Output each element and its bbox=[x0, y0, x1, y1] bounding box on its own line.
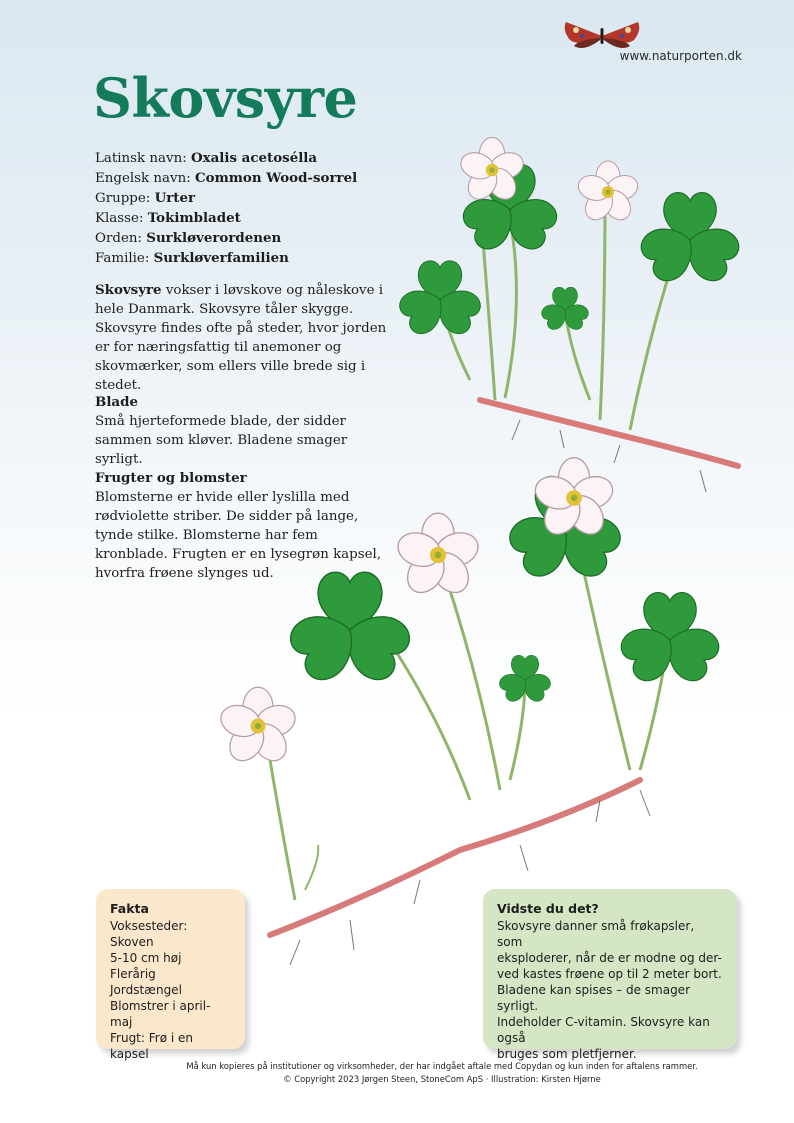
taxonomy-value: Oxalis acetosélla bbox=[190, 150, 318, 166]
taxonomy-value: Surkløverordenen bbox=[146, 229, 282, 246]
section-heading: Frugter og blomster bbox=[95, 470, 247, 486]
fakta-line: 5-10 cm høj bbox=[110, 951, 182, 965]
taxonomy-value: Surkløverfamilien bbox=[153, 249, 289, 266]
taxonomy-value: Urter bbox=[154, 189, 196, 206]
site-url: www.naturporten.dk bbox=[619, 49, 742, 63]
footer bbox=[0, 1060, 794, 1086]
fakta-box bbox=[96, 889, 245, 1061]
vidste-line: Bladene kan spises – de smager syrligt. bbox=[497, 983, 690, 1013]
fakta-line: Blomstrer i april-maj bbox=[110, 999, 211, 1029]
section-heading: Blade bbox=[95, 394, 138, 410]
taxonomy-value: Tokimbladet bbox=[147, 209, 241, 226]
fakta-line: Voksesteder: Skoven bbox=[110, 919, 188, 949]
fakta-line: Jordstængel bbox=[110, 983, 182, 997]
fakta-heading: Fakta bbox=[110, 901, 149, 916]
taxonomy-label: Familie: bbox=[95, 250, 154, 266]
section-text: Små hjerteformede blade, der sidder sammen som kløver. Bladene smager syrligt. bbox=[95, 414, 348, 467]
section-text: Blomsterne er hvide eller lyslilla med rødviolette striber. De sidder på lange, tynde stilke. Blomsterne har fem kronblade. Frugten er en lysegrøn kapsel, hvorfra frøene slynges ud. bbox=[95, 490, 382, 581]
vidste-line: Skovsyre danner små frøkapsler, som bbox=[497, 919, 695, 949]
footer-copyright: © Copyright 2023 Jørgen Steen, StoneCom ApS · Illustration: Kirsten Hjørne bbox=[283, 1074, 601, 1084]
vidste-line: eksploderer, når de er modne og der- bbox=[497, 951, 722, 965]
taxonomy-label: Orden: bbox=[95, 230, 147, 246]
taxonomy-label: Gruppe: bbox=[95, 190, 155, 206]
footer-copy-notice: Må kun kopieres på institutioner og virksomheder, der har indgået aftale med Copydan og kun inden for aftalens rammer. bbox=[186, 1061, 698, 1071]
taxonomy-label: Engelsk navn: bbox=[95, 170, 195, 186]
page-title: Skovsyre bbox=[93, 66, 358, 130]
taxonomy-value: Common Wood-sorrel bbox=[195, 169, 358, 186]
upper-plant bbox=[395, 137, 744, 492]
vidste-line: ved kastes frøene op til 2 meter bort. bbox=[497, 967, 722, 981]
taxonomy-label: Latinsk navn: bbox=[95, 151, 191, 166]
vidste-line: Indeholder C-vitamin. Skovsyre kan også bbox=[497, 1015, 710, 1045]
vidste-heading: Vidste du det? bbox=[497, 901, 599, 916]
vidste-box bbox=[483, 889, 737, 1061]
intro-text: vokser i løvskove og nåleskove i hele Danmark. Skovsyre tåler skygge. Skovsyre findes ofte på steder, hvor jorden er for næringsfattig til anemoner og skovmærker, som ellers ville brede sig i stedet. bbox=[95, 283, 387, 393]
taxonomy-label: Klasse: bbox=[95, 210, 148, 226]
vidste-line: bruges som pletfjerner. bbox=[497, 1047, 637, 1061]
fakta-line: Frugt: Frø i en kapsel bbox=[110, 1031, 194, 1061]
intro-lead: Skovsyre bbox=[95, 282, 162, 298]
fakta-line: Flerårig bbox=[110, 967, 156, 981]
